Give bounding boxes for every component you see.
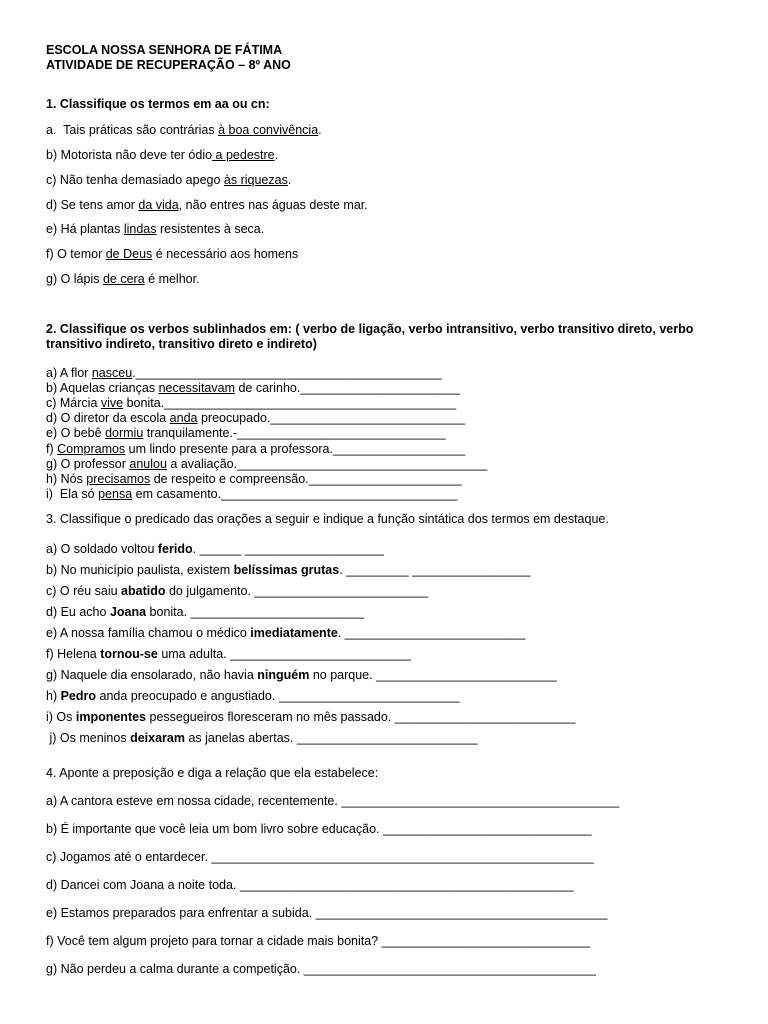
q3-item — [46, 689, 460, 704]
item-text: f) Helena — [46, 647, 101, 661]
q3-item — [46, 710, 576, 725]
highlighted-term: abatido — [121, 584, 166, 598]
activity-title: ATIVIDADE DE RECUPERAÇÃO – 8º ANO — [46, 58, 291, 72]
item-text: e) A nossa família chamou o médico — [46, 626, 251, 640]
school-name: ESCOLA NOSSA SENHORA DE FÁTIMA — [46, 43, 283, 57]
item-text: g) O lápis — [46, 272, 103, 286]
item-text: e) Há plantas — [46, 222, 124, 236]
underlined-verb: anda — [169, 411, 198, 426]
item-text: c) Márcia — [46, 396, 101, 411]
answer-line: anda preocupado e angustiado. __________________________ — [96, 689, 460, 703]
q3-item — [46, 605, 364, 620]
answer-line: de carinho._______________________ — [235, 381, 461, 396]
answer-line: as janelas abertas. __________________________ — [184, 731, 478, 745]
q2-item — [46, 472, 462, 487]
q2-item — [46, 396, 456, 411]
q4-item: e) Estamos preparados para enfrentar a subida. __________________________________________ — [46, 906, 608, 920]
highlighted-term: deixaram — [130, 731, 185, 745]
underlined-term: de Deus — [105, 247, 153, 261]
q4-item: a) A cantora esteve em nossa cidade, recentemente. ________________________________________ — [46, 794, 620, 808]
item-text: h) — [46, 689, 61, 703]
answer-line: do julgamento. _________________________ — [165, 584, 429, 598]
q3-item — [46, 668, 557, 683]
item-text: i) Os — [46, 710, 76, 724]
item-text: e) O bebê — [46, 426, 106, 441]
underlined-term: da vida — [138, 198, 179, 212]
answer-line: pessegueiros floresceram no mês passado. __________________________ — [146, 710, 576, 724]
q2-item — [46, 381, 460, 396]
underlined-term: lindas — [123, 222, 157, 236]
q4-item: c) Jogamos até o entardecer. _______________________________________________________ — [46, 850, 594, 864]
item-text: . — [287, 173, 292, 187]
underlined-verb: dormiu — [105, 426, 144, 441]
item-text: j) Os meninos — [46, 731, 131, 745]
underlined-term: às riquezas — [223, 173, 288, 187]
q4-item: g) Não perdeu a calma durante a competição. __________________________________________ — [46, 962, 596, 976]
q3-item — [46, 647, 411, 662]
q2-item — [46, 442, 465, 457]
underlined-verb: anulou — [129, 456, 167, 471]
highlighted-term: tornou-se — [100, 647, 158, 661]
q1-item — [46, 123, 322, 138]
highlighted-term: Pedro — [60, 689, 97, 703]
item-text: a. Tais práticas são contrárias — [46, 123, 219, 137]
highlighted-term: imponentes — [75, 710, 147, 724]
item-text: g) O professor — [46, 456, 130, 471]
q1-item — [46, 222, 264, 237]
item-text: . — [318, 123, 322, 137]
q4-item: d) Dancei com Joana a noite toda. ________________________________________________ — [46, 878, 574, 892]
q2-item — [46, 426, 446, 441]
item-text: b) No município paulista, existem — [46, 563, 234, 577]
q1-item — [46, 148, 278, 163]
q3-item — [46, 626, 526, 641]
q4-title: 4. Aponte a preposição e diga a relação que ela estabelece: — [46, 766, 379, 780]
item-text: a) O soldado voltou — [46, 542, 158, 556]
item-text: g) Naquele dia ensolarado, não havia — [46, 668, 258, 682]
answer-line: bonita. _________________________ — [146, 605, 365, 619]
q1-item — [46, 247, 298, 262]
q1-item — [46, 173, 291, 188]
item-text: c) Não tenha demasiado apego — [46, 173, 224, 187]
q4-item: b) É importante que você leia um bom livro sobre educação. ______________________________ — [46, 822, 592, 836]
underlined-term: de cera — [102, 272, 145, 286]
q2-title: 2. Classifique os verbos sublinhados em: ( verbo de ligação, verbo intransitivo, verbo transitivo direto, verbo transitivo indireto, transitivo direto e indireto) — [46, 322, 694, 351]
item-text: resistentes à seca. — [156, 222, 265, 236]
answer-line: . _________ _________________ — [339, 563, 531, 577]
q2-item — [46, 411, 465, 426]
item-text: c) O réu saiu — [46, 584, 122, 598]
answer-line: uma adulta. __________________________ — [157, 647, 411, 661]
answer-line: a avaliação.____________________________________ — [166, 456, 488, 471]
answer-line: um lindo presente para a professora.___________________ — [125, 441, 466, 456]
answer-line: preocupado.____________________________ — [197, 411, 466, 426]
underlined-verb: vive — [100, 396, 124, 411]
item-text: h) Nós — [46, 471, 87, 486]
underlined-verb: Compramos — [57, 441, 126, 456]
answer-line: no parque. __________________________ — [309, 668, 557, 682]
highlighted-term: ninguém — [257, 668, 310, 682]
underlined-term: à boa convivência — [218, 123, 319, 137]
q2-item — [46, 487, 457, 502]
highlighted-term: Joana — [109, 605, 147, 619]
item-text: é necessário aos homens — [152, 247, 299, 261]
item-text: d) Eu acho — [46, 605, 110, 619]
item-text: b) Aquelas crianças — [46, 381, 159, 396]
item-text: f) O temor — [46, 247, 106, 261]
answer-line: de respeito e compreensão.______________________ — [150, 471, 462, 486]
answer-line: .____________________________________________ — [132, 366, 442, 380]
highlighted-term: imediatamente — [250, 626, 338, 640]
item-text: , não entres nas águas deste mar. — [178, 198, 368, 212]
underlined-verb: precisamos — [86, 471, 151, 486]
highlighted-term: belíssimas grutas — [233, 563, 340, 577]
q3-item — [46, 731, 478, 746]
answer-line: . __________________________ — [337, 626, 526, 640]
item-text: é melhor. — [144, 272, 200, 286]
item-text: d) O diretor da escola — [46, 411, 170, 426]
item-text: f) — [46, 441, 58, 456]
q2-item — [46, 366, 442, 381]
item-text: i) Ela só — [46, 486, 99, 501]
item-text: b) Motorista não deve ter ódio — [46, 148, 213, 162]
q1-title: 1. Classifique os termos em aa ou cn: — [46, 97, 270, 111]
q3-item — [46, 542, 384, 557]
item-text: . — [274, 148, 279, 162]
underlined-term: a pedestre — [212, 148, 275, 162]
q3-title: 3. Classifique o predicado das orações a seguir e indique a função sintática dos termos em destaque. — [46, 512, 609, 526]
highlighted-term: ferido — [157, 542, 193, 556]
item-text: a) A flor — [46, 366, 92, 380]
q2-item — [46, 457, 487, 472]
answer-line: tranquilamente.-______________________________ — [143, 426, 446, 441]
item-text: d) Se tens amor — [46, 198, 139, 212]
q1-item — [46, 198, 368, 213]
answer-line: . ______ ____________________ — [192, 542, 384, 556]
q1-item — [46, 272, 200, 287]
q4-item: f) Você tem algum projeto para tornar a cidade mais bonita? ______________________________ — [46, 934, 591, 948]
answer-line: em casamento.__________________________________ — [132, 486, 458, 501]
q3-item — [46, 584, 428, 599]
underlined-verb: nasceu — [91, 366, 133, 380]
q3-item — [46, 563, 530, 578]
underlined-verb: necessitavam — [158, 381, 235, 396]
answer-line: bonita.__________________________________________ — [123, 396, 457, 411]
underlined-verb: pensa — [98, 486, 133, 501]
